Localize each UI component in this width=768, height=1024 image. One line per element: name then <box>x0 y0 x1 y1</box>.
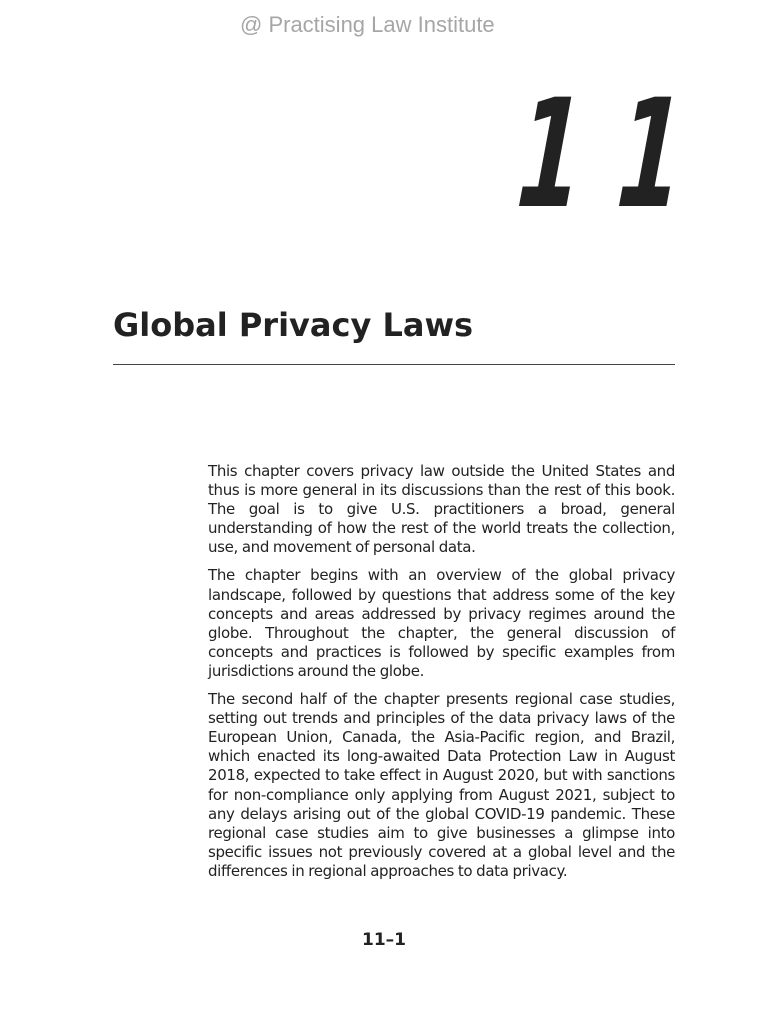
chapter-number-digit: 1 <box>512 68 589 242</box>
chapter-title: Global Privacy Laws <box>113 306 474 344</box>
chapter-number-digit: 1 <box>612 68 689 242</box>
paragraph: The chapter begins with an overview of the global privacy landscape, followed by questions that address some of the key concepts and areas addressed by privacy regimes around the globe. Throughout the chapter, the general discussion of concepts and practices is followed by specific examples from jurisdictions around the globe. <box>208 566 675 680</box>
paragraph: This chapter covers privacy law outside the United States and thus is more general in its discussions than the rest of this book. The goal is to give U.S. practitioners a broad, general understanding of how the rest of the world treats the collection, use, and movement of personal data. <box>208 462 675 557</box>
page-number: 11–1 <box>362 930 406 950</box>
watermark: @ Practising Law Institute <box>240 12 495 37</box>
chapter-number <box>505 68 689 242</box>
title-divider <box>113 364 675 365</box>
body-text <box>208 462 675 890</box>
paragraph: The second half of the chapter presents regional case studies, setting out trends and principles of the data privacy laws of the European Union, Canada, the Asia-Pacific region, and Brazil, which enacted its long-awaited Data Protection Law in August 2018, expected to take effect in August 2020, but with sanctions for non-compliance only applying from August 2021, subject to any delays arising out of the global COVID-19 pandemic. These regional case studies aim to give businesses a glimpse into specific issues not previously covered at a global level and the differences in regional approaches to data privacy. <box>208 690 675 880</box>
